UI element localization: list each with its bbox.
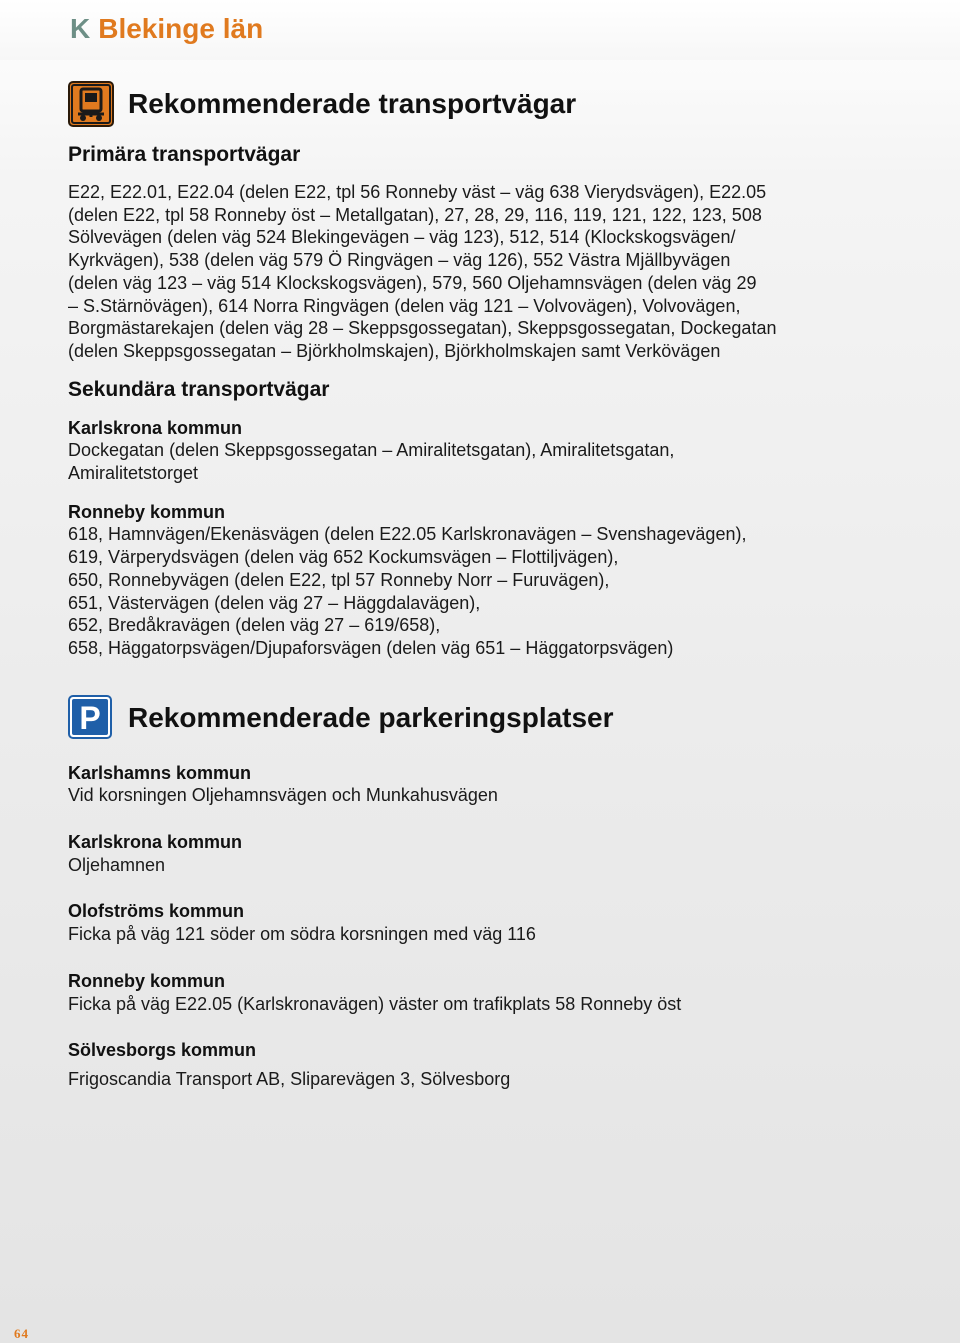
parking-entry-title: Ronneby kommun <box>68 970 226 991</box>
secondary-ronneby-title: Ronneby kommun <box>68 501 226 522</box>
page-content <box>68 80 848 1091</box>
chapter-heading <box>70 12 263 46</box>
secondary-ronneby-text <box>68 523 848 659</box>
secondary-ronneby-line: 652, Bredåkravägen (delen väg 27 – 619/658), <box>68 615 441 636</box>
secondary-karlskrona-title: Karlskrona kommun <box>68 417 243 438</box>
parking-entry <box>68 900 848 945</box>
parking-list <box>68 762 848 1091</box>
parking-entry-text: Ficka på väg E22.05 (Karlskronavägen) väster om trafikplats 58 Ronneby öst <box>68 993 682 1014</box>
transport-section-header <box>68 80 848 128</box>
parking-sign-icon <box>68 695 114 741</box>
parking-entry-title: Karlshamns kommun <box>68 762 252 783</box>
parking-section-header <box>68 694 848 742</box>
primary-routes-line: (delen Skeppsgossegatan – Björkholmskajen), Björkholmskajen samt Verkövägen <box>68 340 721 361</box>
primary-routes-heading: Primära transportvägar <box>68 143 301 166</box>
secondary-routes-heading: Sekundära transportvägar <box>68 377 330 401</box>
parking-entry-text: Frigoscandia Transport AB, Sliparevägen 3, Sölvesborg <box>68 1068 511 1089</box>
parking-entry-title: Karlskrona kommun <box>68 832 243 853</box>
secondary-ronneby-line: 651, Västervägen (delen väg 27 – Häggdalavägen), <box>68 592 481 613</box>
parking-entry-title: Sölvesborgs kommun <box>68 1040 257 1061</box>
chapter-name: Blekinge län <box>98 13 264 44</box>
parking-entry-text: Vid korsningen Oljehamnsvägen och Munkahusvägen <box>68 785 498 806</box>
primary-routes-line: (delen väg 123 – väg 514 Klockskogsvägen), 579, 560 Oljehamnsvägen (delen väg 29 <box>68 272 757 293</box>
secondary-karlskrona-line: Amiralitetstorget <box>68 463 199 484</box>
parking-entry <box>68 1039 848 1090</box>
chapter-letter: K <box>70 13 91 44</box>
primary-routes-line: Sölvevägen (delen väg 524 Blekingevägen – väg 123), 512, 514 (Klockskogsvägen/ <box>68 227 736 248</box>
secondary-ronneby-line: 650, Ronnebyvägen (delen E22, tpl 57 Ronneby Norr – Furuvägen), <box>68 569 610 590</box>
secondary-ronneby-line: 658, Häggatorpsvägen/Djupaforsvägen (delen väg 651 – Häggatorpsvägen) <box>68 637 674 658</box>
primary-routes-line: (delen E22, tpl 58 Ronneby öst – Metallgatan), 27, 28, 29, 116, 119, 121, 122, 123, 508 <box>68 204 762 225</box>
parking-entry-title: Olofströms kommun <box>68 901 245 922</box>
dangerous-goods-vehicle-icon <box>68 81 114 127</box>
primary-routes-text <box>68 181 848 363</box>
parking-entry <box>68 831 848 876</box>
secondary-karlskrona-line: Dockegatan (delen Skeppsgossegatan – Amiralitetsgatan), Amiralitetsgatan, <box>68 440 675 461</box>
primary-routes-line: Borgmästarekajen (delen väg 28 – Skeppsgossegatan), Skeppsgossegatan, Dockegatan <box>68 318 777 339</box>
page-number: 64 <box>14 1326 29 1341</box>
parking-section-title: Rekommenderade parkeringsplatser <box>128 701 614 733</box>
secondary-ronneby-line: 619, Värperydsvägen (delen väg 652 Kockumsvägen – Flottiljvägen), <box>68 547 619 568</box>
parking-sign-letter: P <box>79 699 101 736</box>
primary-routes-line: – S.Stärnövägen), 614 Norra Ringvägen (delen väg 121 – Volvovägen), Volvovägen, <box>68 295 741 316</box>
secondary-ronneby-line: 618, Hamnvägen/Ekenäsvägen (delen E22.05 Karlskronavägen – Svenshagevägen), <box>68 524 747 545</box>
primary-routes-line: Kyrkvägen), 538 (delen väg 579 Ö Ringvägen – väg 126), 552 Västra Mjällbyvägen <box>68 250 731 271</box>
parking-entry-text: Oljehamnen <box>68 854 166 875</box>
parking-entry-text: Ficka på väg 121 söder om södra korsningen med väg 116 <box>68 924 536 945</box>
parking-entry <box>68 762 848 807</box>
secondary-karlskrona-text <box>68 439 848 484</box>
transport-section-title: Rekommenderade transportvägar <box>128 88 577 119</box>
parking-entry <box>68 970 848 1015</box>
primary-routes-line: E22, E22.01, E22.04 (delen E22, tpl 56 Ronneby väst – väg 638 Vierydsvägen), E22.05 <box>68 182 767 202</box>
